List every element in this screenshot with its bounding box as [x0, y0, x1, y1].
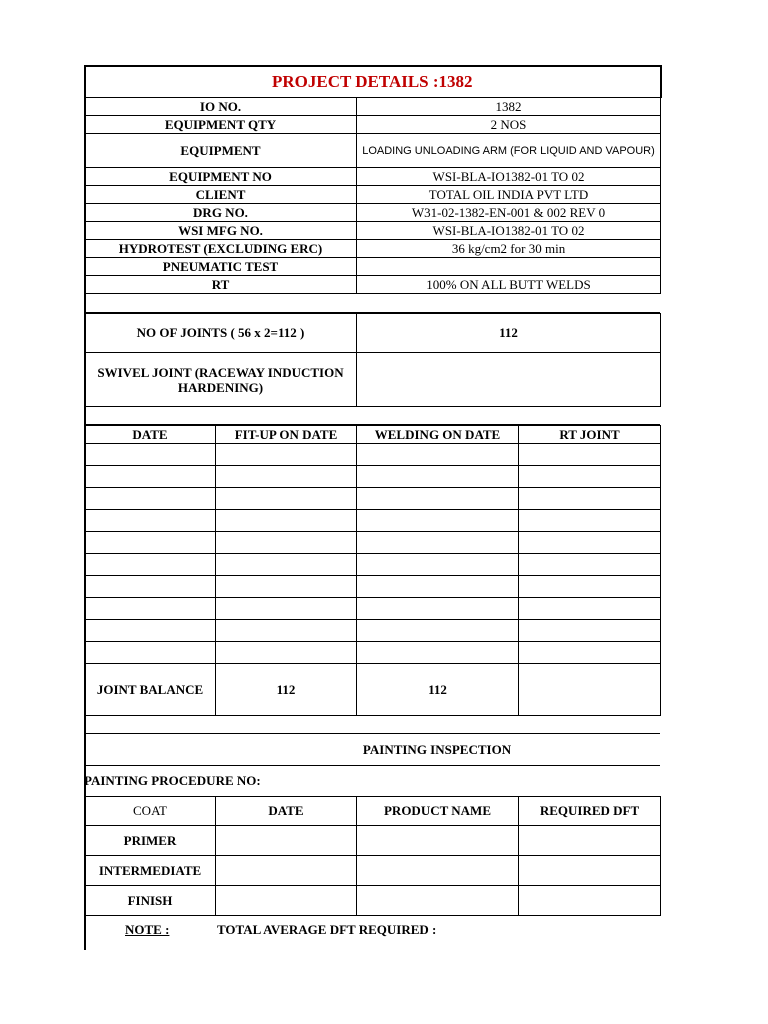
intermediate-date-cell[interactable]: [216, 856, 357, 886]
pneumatic-test-label: PNEUMATIC TEST: [85, 258, 357, 276]
log-cell-fitup[interactable]: [216, 598, 357, 620]
equipment-value: LOADING UNLOADING ARM (FOR LIQUID AND VAPOUR): [357, 134, 661, 168]
joints-table: [84, 313, 661, 407]
log-cell-welding[interactable]: [357, 466, 519, 488]
finish-dft-cell[interactable]: [519, 886, 661, 916]
log-row: [85, 620, 661, 642]
pneumatic-test-value: [357, 258, 661, 276]
equipment-no-label: EQUIPMENT NO: [85, 168, 357, 186]
rt-value: 100% ON ALL BUTT WELDS: [357, 276, 661, 294]
equipment-no-value: WSI-BLA-IO1382-01 TO 02: [357, 168, 661, 186]
log-cell-welding[interactable]: [357, 598, 519, 620]
log-cell-welding[interactable]: [357, 642, 519, 664]
drg-no-value: W31-02-1382-EN-001 & 002 REV 0: [357, 204, 661, 222]
equipment-qty-value: 2 NOS: [357, 116, 661, 134]
paint-header-coat: COAT: [85, 797, 216, 826]
primer-date-cell[interactable]: [216, 826, 357, 856]
log-cell-welding[interactable]: [357, 510, 519, 532]
log-cell-date[interactable]: [85, 576, 216, 598]
project-title: PROJECT DETAILS :1382: [85, 66, 661, 98]
log-cell-fitup[interactable]: [216, 444, 357, 466]
log-cell-rt[interactable]: [519, 444, 661, 466]
log-cell-fitup[interactable]: [216, 642, 357, 664]
painting-table: [84, 796, 661, 916]
log-row: [85, 642, 661, 664]
log-cell-welding[interactable]: [357, 620, 519, 642]
log-cell-date[interactable]: [85, 466, 216, 488]
coat-finish: FINISH: [85, 886, 216, 916]
joint-balance-label: JOINT BALANCE: [85, 664, 216, 716]
joint-balance-welding: 112: [357, 664, 519, 716]
log-row: [85, 598, 661, 620]
primer-product-cell[interactable]: [357, 826, 519, 856]
log-cell-fitup[interactable]: [216, 620, 357, 642]
paint-header-product: PRODUCT NAME: [357, 797, 519, 826]
log-cell-date[interactable]: [85, 620, 216, 642]
painting-title: PAINTING INSPECTION: [84, 734, 660, 766]
swivel-joint-label: SWIVEL JOINT (RACEWAY INDUCTION HARDENING): [85, 353, 357, 407]
primer-dft-cell[interactable]: [519, 826, 661, 856]
client-label: CLIENT: [85, 186, 357, 204]
joint-balance-fitup: 112: [216, 664, 357, 716]
intermediate-dft-cell[interactable]: [519, 856, 661, 886]
log-cell-rt[interactable]: [519, 488, 661, 510]
log-row: [85, 554, 661, 576]
log-cell-rt[interactable]: [519, 532, 661, 554]
note-label: NOTE :: [125, 922, 170, 937]
note-text: TOTAL AVERAGE DFT REQUIRED :: [217, 922, 437, 937]
log-cell-rt[interactable]: [519, 576, 661, 598]
welding-log-table: [84, 425, 661, 716]
log-body: [85, 444, 661, 664]
log-row: [85, 532, 661, 554]
swivel-joint-value: [357, 353, 661, 407]
log-cell-welding[interactable]: [357, 444, 519, 466]
log-cell-date[interactable]: [85, 554, 216, 576]
log-cell-rt[interactable]: [519, 466, 661, 488]
joints-count-label: NO OF JOINTS ( 56 x 2=112 ): [85, 314, 357, 353]
paint-header-dft: REQUIRED DFT: [519, 797, 661, 826]
log-row: [85, 576, 661, 598]
log-cell-welding[interactable]: [357, 532, 519, 554]
joints-count-value: 112: [357, 314, 661, 353]
finish-date-cell[interactable]: [216, 886, 357, 916]
log-row: [85, 488, 661, 510]
equipment-qty-label: EQUIPMENT QTY: [85, 116, 357, 134]
log-cell-date[interactable]: [85, 598, 216, 620]
log-header-date: DATE: [85, 426, 216, 444]
log-cell-rt[interactable]: [519, 620, 661, 642]
spacer-row: [84, 407, 660, 425]
log-cell-date[interactable]: [85, 510, 216, 532]
inspection-sheet: [84, 65, 660, 944]
log-cell-fitup[interactable]: [216, 510, 357, 532]
log-cell-date[interactable]: [85, 444, 216, 466]
coat-primer: PRIMER: [85, 826, 216, 856]
log-header-welding: WELDING ON DATE: [357, 426, 519, 444]
log-row: [85, 444, 661, 466]
log-row: [85, 510, 661, 532]
log-cell-rt[interactable]: [519, 642, 661, 664]
spacer-row: [84, 716, 660, 734]
equipment-label: EQUIPMENT: [85, 134, 357, 168]
coat-intermediate: INTERMEDIATE: [85, 856, 216, 886]
wsi-mfg-no-label: WSI MFG NO.: [85, 222, 357, 240]
log-cell-date[interactable]: [85, 488, 216, 510]
finish-product-cell[interactable]: [357, 886, 519, 916]
note-row: [84, 916, 660, 944]
drg-no-label: DRG NO.: [85, 204, 357, 222]
client-value: TOTAL OIL INDIA PVT LTD: [357, 186, 661, 204]
paint-header-date: DATE: [216, 797, 357, 826]
wsi-mfg-no-value: WSI-BLA-IO1382-01 TO 02: [357, 222, 661, 240]
log-header-rt: RT JOINT: [519, 426, 661, 444]
hydrotest-label: HYDROTEST (EXCLUDING ERC): [85, 240, 357, 258]
log-cell-fitup[interactable]: [216, 532, 357, 554]
log-cell-fitup[interactable]: [216, 466, 357, 488]
log-cell-date[interactable]: [85, 532, 216, 554]
log-cell-welding[interactable]: [357, 554, 519, 576]
log-cell-welding[interactable]: [357, 488, 519, 510]
log-cell-welding[interactable]: [357, 576, 519, 598]
painting-procedure-label: PAINTING PROCEDURE NO:: [84, 773, 261, 788]
log-row: [85, 466, 661, 488]
intermediate-product-cell[interactable]: [357, 856, 519, 886]
io-no-value: 1382: [357, 98, 661, 116]
log-cell-fitup[interactable]: [216, 554, 357, 576]
log-cell-fitup[interactable]: [216, 488, 357, 510]
rt-label: RT: [85, 276, 357, 294]
log-cell-date[interactable]: [85, 642, 216, 664]
log-cell-fitup[interactable]: [216, 576, 357, 598]
project-details-table: [84, 65, 662, 294]
log-cell-rt[interactable]: [519, 598, 661, 620]
log-cell-rt[interactable]: [519, 510, 661, 532]
log-header-fitup: FIT-UP ON DATE: [216, 426, 357, 444]
spacer-row: [84, 294, 660, 313]
log-cell-rt[interactable]: [519, 554, 661, 576]
joint-balance-rt: [519, 664, 661, 716]
hydrotest-value: 36 kg/cm2 for 30 min: [357, 240, 661, 258]
io-no-label: IO NO.: [85, 98, 357, 116]
